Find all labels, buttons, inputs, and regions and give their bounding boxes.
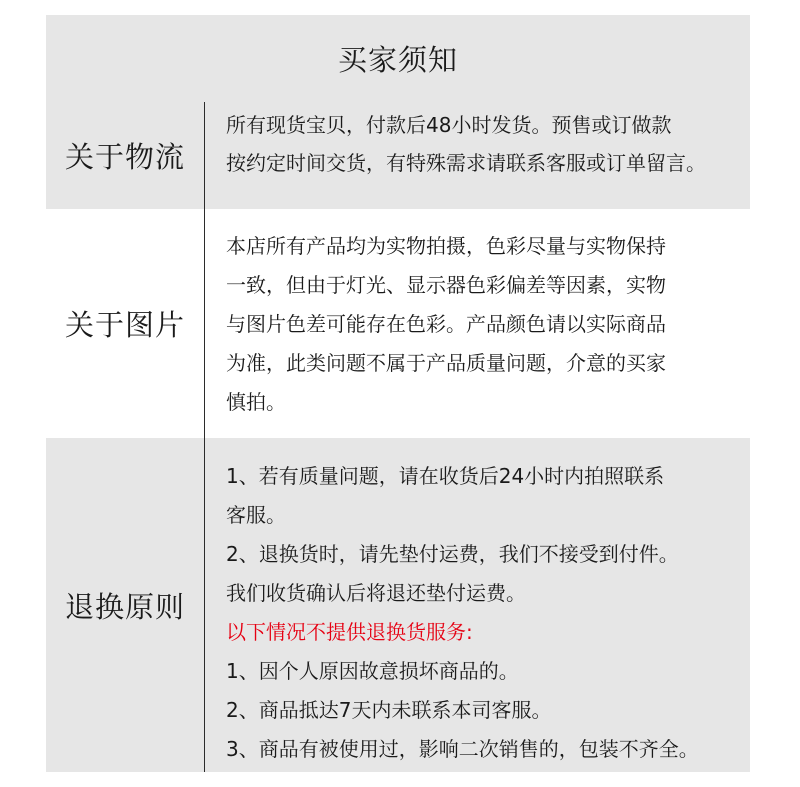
logistics-line: 按约定时间交货，有特殊需求请联系客服或订单留言。	[226, 151, 706, 175]
section-returns	[46, 438, 750, 772]
column-divider	[204, 102, 205, 209]
no-return-warning: 以下情况不提供退换货服务:	[226, 620, 473, 644]
section-label-pictures: 关于图片	[64, 308, 185, 342]
pictures-line: 与图片色差可能存在色彩。产品颜色请以实际商品	[226, 312, 666, 336]
returns-line: 客服。	[226, 503, 286, 527]
column-divider	[204, 209, 205, 438]
returns-line: 2、退换货时，请先垫付运费，我们不接受到付件。	[226, 542, 679, 566]
pictures-line: 本店所有产品均为实物拍摄，色彩尽量与实物保持	[226, 234, 666, 258]
pictures-line: 一致，但由于灯光、显示器色彩偏差等因素，实物	[226, 273, 666, 297]
returns-line: 3、商品有被使用过，影响二次销售的，包装不齐全。	[226, 737, 699, 761]
returns-line: 1、若有质量问题，请在收货后24小时内拍照联系	[226, 464, 665, 488]
section-label-returns: 退换原则	[64, 589, 185, 624]
logistics-line: 所有现货宝贝，付款后48小时发货。预售或订做款	[226, 113, 672, 137]
section-pictures	[46, 209, 750, 438]
pictures-line: 慎拍。	[226, 390, 286, 414]
notice-title: 买家须知	[337, 43, 458, 77]
notice-title-bar	[46, 15, 750, 102]
buyer-notice-table	[46, 15, 750, 772]
returns-line: 1、因个人原因故意损坏商品的。	[226, 659, 519, 683]
returns-line: 2、商品抵达7天内未联系本司客服。	[226, 698, 552, 722]
column-divider	[204, 438, 205, 772]
returns-line: 我们收货确认后将退还垫付运费。	[226, 581, 526, 605]
section-logistics	[46, 102, 750, 209]
pictures-line: 为准，此类问题不属于产品质量问题，介意的买家	[226, 351, 666, 375]
section-label-logistics: 关于物流	[64, 140, 185, 174]
